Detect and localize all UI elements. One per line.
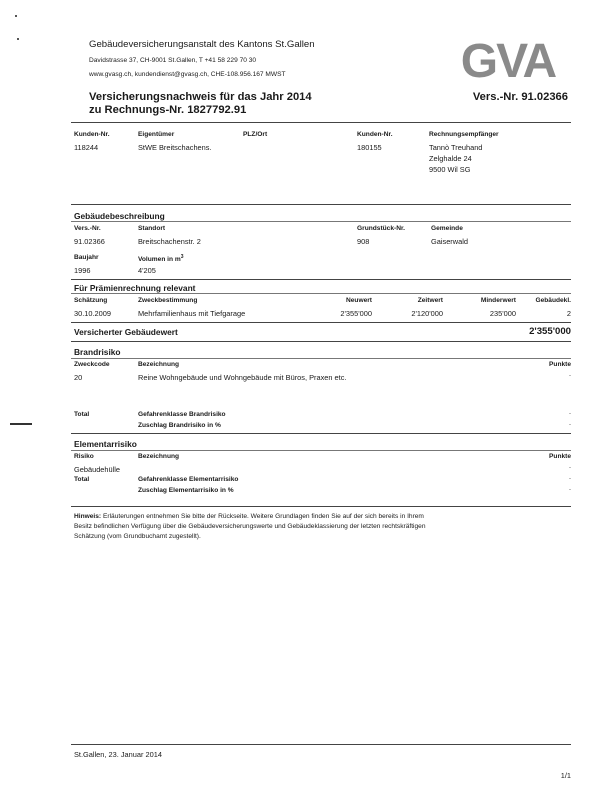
element-punkte-value: - [569,465,571,471]
eigentuemer-label: Eigentümer [138,131,175,138]
col-schaetzung: Schätzung [74,297,108,304]
plz-label: PLZ/Ort [243,131,268,138]
divider [71,744,571,745]
kunden-nr-label: Kunden-Nr. [74,131,110,138]
empfaenger-line2: Zelghalde 24 [429,154,472,163]
kunden-nr2-label: Kunden-Nr. [357,131,393,138]
divider [71,450,571,451]
brand-col-bez: Bezeichnung [138,361,180,368]
element-gefahr-value: - [569,476,571,482]
gemeinde-label: Gemeinde [431,225,463,232]
divider [71,506,571,507]
divider [71,279,571,280]
divider [71,341,571,342]
premium-heading: Für Prämienrechnung relevant [74,283,196,293]
element-risiko: Gebäudehülle [74,465,121,474]
element-gefahr-label: Gefahrenklasse Elementarrisiko [138,476,239,483]
logo-text: GVA [460,37,556,83]
org-web: www.gvasg.ch, kundendienst@gvasg.ch, CHE-108.956.167 MWST [89,71,286,78]
vers-nr-value: 91.02366 [74,237,105,246]
col-neuwert: Neuwert [345,297,372,304]
zweck-value: Mehrfamilienhaus mit Tiefgarage [138,309,246,318]
baujahr-value: 1996 [74,266,91,275]
insured-value-label: Versicherter Gebäudewert [74,327,178,337]
brand-punkte-value: - [569,373,571,379]
empfaenger-label: Rechnungsempfänger [429,131,499,138]
zeitwert-value: 2'120'000 [411,309,443,318]
gva-logo [449,37,567,83]
element-col-punkte: Punkte [549,453,571,460]
schaetzung-value: 30.10.2009 [74,309,111,318]
brand-total-label: Total [74,411,90,418]
doc-title-line1: Versicherungsnachweis für das Jahr 2014 [89,91,312,103]
gebklasse-value: 2 [566,309,571,318]
brand-zuschlag-value: - [569,422,571,428]
scan-dot [17,38,19,40]
building-heading: Gebäudebeschreibung [74,211,165,221]
element-heading: Elementarrisiko [74,439,137,449]
element-zuschlag-label: Zuschlag Elementarrisiko in % [138,487,234,494]
policy-number: Vers.-Nr. 91.02366 [472,91,568,103]
element-zuschlag-value: - [569,487,571,493]
gemeinde-value: Gaiserwald [431,237,468,246]
doc-title-line2: zu Rechnungs-Nr. 1827792.91 [89,104,247,116]
brand-gefahr-value: - [569,411,571,417]
divider [71,322,571,323]
divider [71,221,571,222]
brand-code: 20 [74,373,83,382]
minderwert-value: 235'000 [489,309,516,318]
neuwert-value: 2'355'000 [340,309,372,318]
brand-zuschlag-label: Zuschlag Brandrisiko in % [138,422,221,429]
note-line3: Schätzung (vom Grundbuchamt zugestellt). [74,533,201,540]
kunden-nr-value: 118244 [74,143,99,152]
scan-mark [10,423,32,425]
scan-dot [15,15,17,17]
org-address: Davidstrasse 37, CH-9001 St.Gallen, T +41 58 229 70 30 [89,57,257,64]
empfaenger-line3: 9500 Wil SG [429,165,471,174]
note-line2: Besitz befindlichen Verfügung über die Gebäudeversicherungswerte und Gebäudeklassierung der letzten rechtskräftigen [74,523,426,530]
place-date: St.Gallen, 23. Januar 2014 [74,750,162,759]
standort-value: Breitschachenstr. 2 [138,237,201,246]
brand-heading: Brandrisiko [74,347,121,357]
col-zweck: Zweckbestimmung [138,297,198,304]
grundstueck-value: 908 [357,237,370,246]
org-name: Gebäudeversicherungsanstalt des Kantons St.Gallen [89,39,315,50]
col-minderwert: Minderwert [480,297,516,304]
element-col-risiko: Risiko [74,453,94,460]
insured-value: 2'355'000 [529,326,571,337]
brand-gefahr-label: Gefahrenklasse Brandrisiko [138,411,226,418]
vers-nr-label: Vers.-Nr. [74,225,101,232]
divider [71,204,571,205]
divider [71,433,571,434]
baujahr-label: Baujahr [74,254,99,261]
eigentuemer-value: StWE Breitschachens. [138,143,212,152]
note-line1: Hinweis: Erläuterungen entnehmen Sie bitte der Rückseite. Weitere Grundlagen finden Sie auf der sich bereits in Ihrem [74,513,424,520]
standort-label: Standort [138,225,166,232]
page-number: 1/1 [560,771,571,780]
col-zeitwert: Zeitwert [417,297,443,304]
brand-bezeichnung: Reine Wohngebäude und Wohngebäude mit Büros, Praxen etc. [138,373,347,382]
volumen-value: 4'205 [138,266,156,275]
brand-col-code: Zweckcode [74,361,110,368]
col-gebklasse: Gebäudekl. [535,297,571,304]
divider [71,358,571,359]
volumen-label: Volumen in $m^3$ [138,254,184,264]
element-col-bez: Bezeichnung [138,453,180,460]
grundstueck-label: Grundstück-Nr. [357,225,405,232]
empfaenger-line1: Tannò Treuhand [429,143,483,152]
divider [71,293,571,294]
brand-col-punkte: Punkte [549,361,571,368]
kunden-nr2-value: 180155 [357,143,382,152]
divider [71,122,571,123]
element-total-label: Total [74,476,90,483]
